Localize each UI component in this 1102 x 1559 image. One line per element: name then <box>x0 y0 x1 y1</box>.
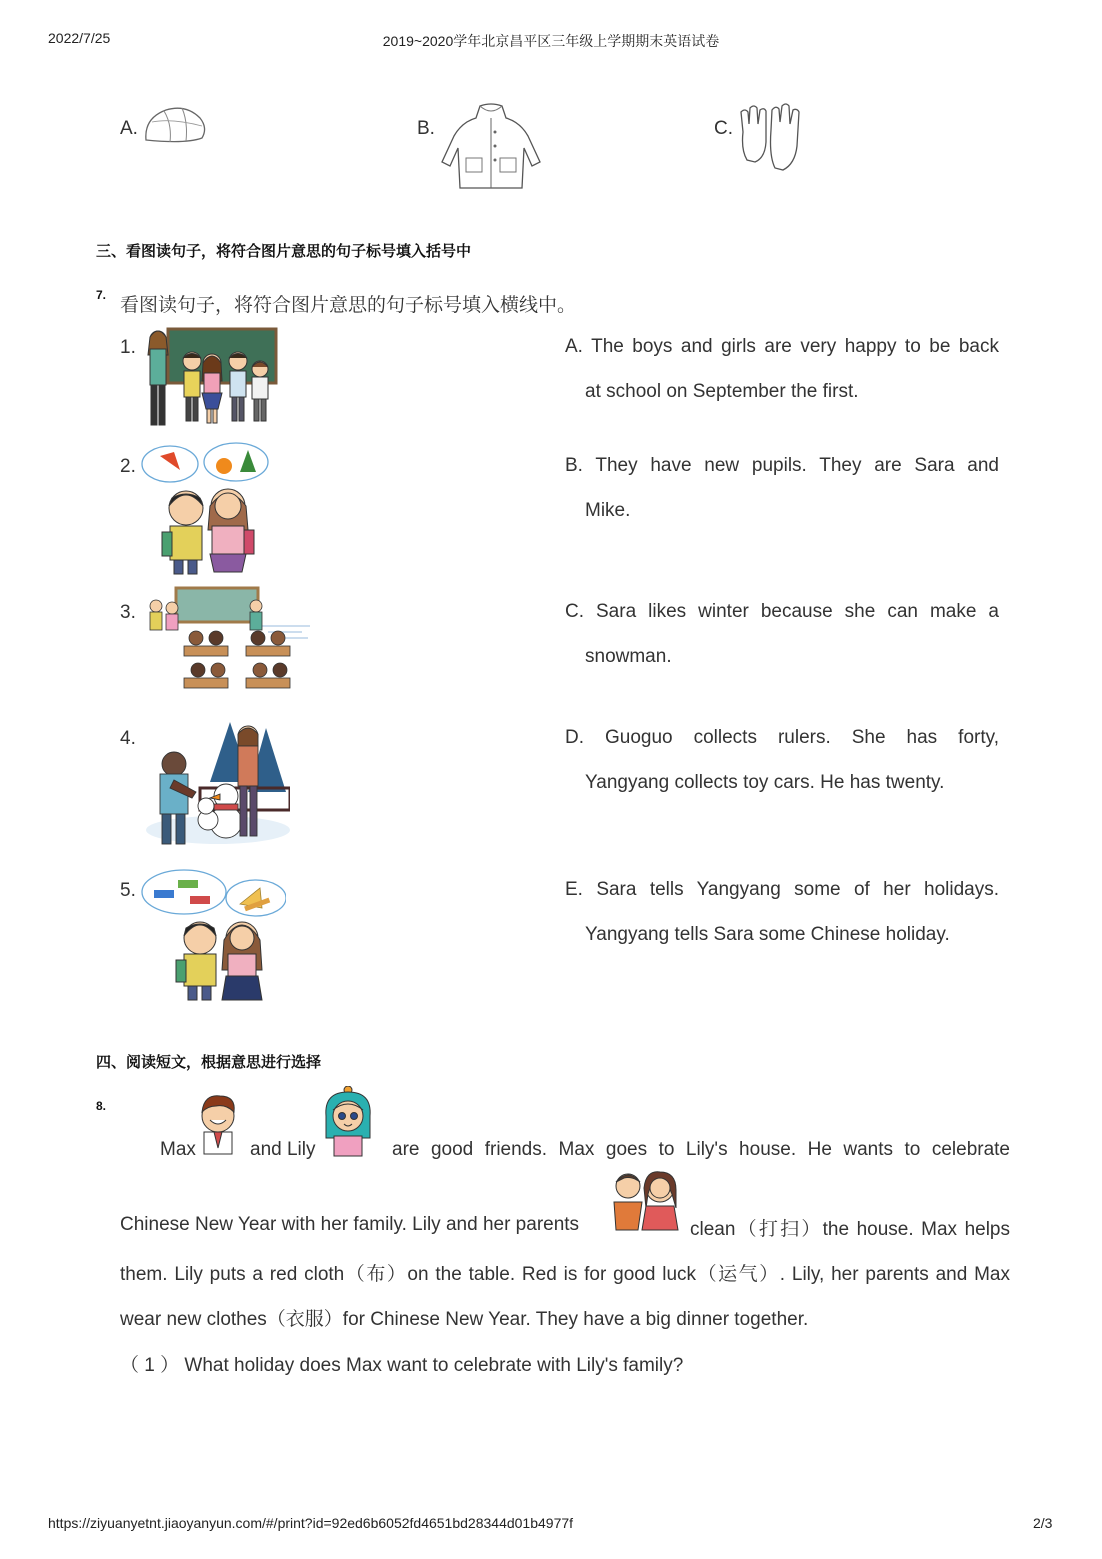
option-c-label: C. <box>714 118 733 139</box>
question8-number: 8. <box>96 1099 107 1113</box>
parents-avatar <box>606 1168 686 1232</box>
picture-1-label: 1. <box>120 337 136 358</box>
passage-line4: wear new clothes（衣服）for Chinese New Year. They have a big dinner together. <box>120 1309 809 1330</box>
passage-line2-start: Chinese New Year with her family. Lily and her parents <box>120 1214 580 1235</box>
header-date: 2022/7/25 <box>48 30 111 46</box>
gloves-icon <box>737 102 803 174</box>
passage-line3: them. Lily puts a red cloth（布）on the table. Red is for good luck（运气）. Lily, her parents and Max <box>120 1264 1010 1285</box>
sentence-e-line2: Yangyang tells Sara some Chinese holiday. <box>585 924 950 945</box>
picture-3-label: 3. <box>120 602 136 623</box>
classroom-desks-picture <box>142 586 310 698</box>
header-title: 2019~2020学年北京昌平区三年级上学期期末英语试卷 <box>382 33 720 49</box>
section3-title: 三、看图读句子，将符合图片意思的句子标号填入括号中 <box>96 243 472 260</box>
max-avatar <box>196 1092 242 1158</box>
passage-line2-end: clean（打扫）the house. Max helps <box>690 1219 1010 1240</box>
sentence-c-line1: C. Sara likes winter because she can make a <box>565 601 999 622</box>
passage-line1-rest: are good friends. Max goes to Lily's house. He wants to celebrate <box>392 1139 1010 1160</box>
sentence-e-line1: E. Sara tells Yangyang some of her holidays. <box>565 879 999 900</box>
option-a-label: A. <box>120 118 138 139</box>
section4-title: 四、阅读短文，根据意思进行选择 <box>96 1054 322 1071</box>
sentence-a-line1: A. The boys and girls are very happy to be back <box>565 336 999 357</box>
cap-icon <box>142 104 208 146</box>
sentence-d-line1: D. Guoguo collects rulers. She has forty, <box>565 727 999 748</box>
sentence-d-line2: Yangyang collects toy cars. He has twenty. <box>585 772 945 793</box>
question-1: （ 1 ） What holiday does Max want to celebrate with Lily's family? <box>120 1355 684 1376</box>
passage-and-lily: and Lily <box>250 1139 316 1160</box>
question7-instruction: 看图读句子，将符合图片意思的句子标号填入横线中。 <box>120 295 577 316</box>
sentence-c-line2: snowman. <box>585 646 672 667</box>
sentence-a-line2: at school on September the first. <box>585 381 859 402</box>
footer-url[interactable]: https://ziyuanyetnt.jiaoyanyun.com/#/print?id=92ed6b6052fd4651bd28344d01b4977f <box>48 1515 574 1531</box>
picture-4-label: 4. <box>120 728 136 749</box>
coat-icon <box>440 102 542 192</box>
classroom-kids-picture <box>142 325 278 429</box>
passage-max: Max <box>160 1139 196 1160</box>
sentence-b-line1: B. They have new pupils. They are Sara and <box>565 455 999 476</box>
picture-2-label: 2. <box>120 456 136 477</box>
sentence-b-line2: Mike. <box>585 500 631 521</box>
question7-number: 7. <box>96 288 107 302</box>
collections-picture <box>140 864 286 1002</box>
holiday-thoughts-picture <box>140 440 270 576</box>
lily-avatar <box>320 1086 376 1160</box>
footer-page-number: 2/3 <box>1033 1515 1053 1531</box>
option-b-label: B. <box>417 118 435 139</box>
picture-5-label: 5. <box>120 880 136 901</box>
snowman-picture <box>140 712 290 848</box>
